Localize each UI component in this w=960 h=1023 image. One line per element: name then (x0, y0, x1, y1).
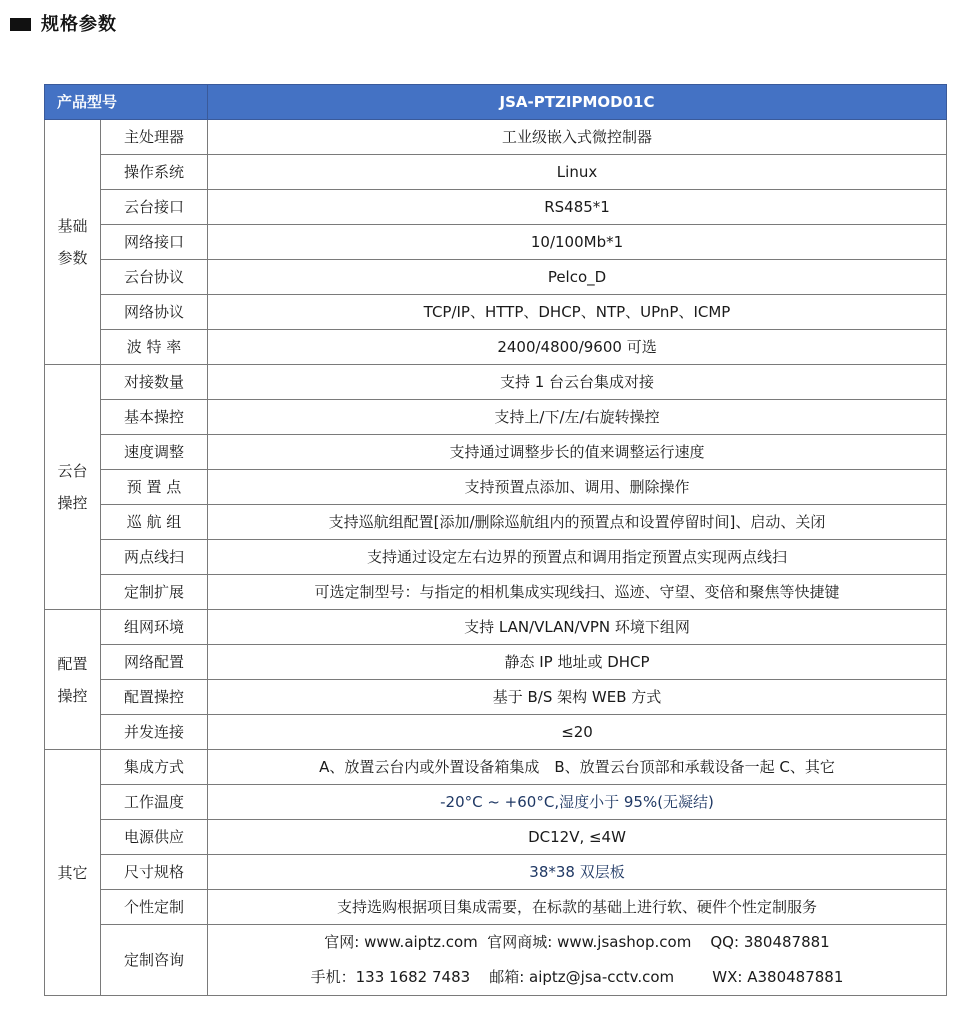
row-value: RS485*1 (208, 190, 947, 225)
row-label: 预 置 点 (101, 470, 208, 505)
row-value: 支持选购根据项目集成需要，在标款的基础上进行软、硬件个性定制服务 (208, 890, 947, 925)
row-value: DC12V, ≤4W (208, 820, 947, 855)
table-row (45, 260, 947, 295)
group-ptz-control: 云台 操控 (45, 365, 101, 610)
contact-line-web: 官网: www.aiptz.com 官网商城: www.jsashop.com QQ: 380487881 (324, 933, 830, 951)
row-value: 2400/4800/9600 可选 (208, 330, 947, 365)
group-config-control: 配置 操控 (45, 610, 101, 750)
contact-line-phone: 手机：133 1682 7483 邮箱: aiptz@jsa-cctv.com WX: A380487881 (310, 968, 844, 986)
row-value: 支持 LAN/VLAN/VPN 环境下组网 (208, 610, 947, 645)
row-label: 并发连接 (101, 715, 208, 750)
row-value: 支持通过设定左右边界的预置点和调用指定预置点实现两点线扫 (208, 540, 947, 575)
row-value: Pelco_D (208, 260, 947, 295)
row-label: 尺寸规格 (101, 855, 208, 890)
row-value: ≤20 (208, 715, 947, 750)
model-label: 产品型号 (45, 85, 208, 120)
row-label: 两点线扫 (101, 540, 208, 575)
table-row (45, 890, 947, 925)
row-label: 主处理器 (101, 120, 208, 155)
table-row (45, 715, 947, 750)
table-row (45, 575, 947, 610)
table-header-row (45, 85, 947, 120)
section-title (10, 10, 117, 36)
table-row (45, 470, 947, 505)
table-row (45, 435, 947, 470)
row-label: 操作系统 (101, 155, 208, 190)
row-label: 个性定制 (101, 890, 208, 925)
row-value: 10/100Mb*1 (208, 225, 947, 260)
table-row (45, 225, 947, 260)
row-label: 网络协议 (101, 295, 208, 330)
row-label: 配置操控 (101, 680, 208, 715)
row-value: 支持上/下/左/右旋转操控 (208, 400, 947, 435)
group-basic-params: 基础 参数 (45, 120, 101, 365)
row-label: 组网环境 (101, 610, 208, 645)
row-value: 支持通过调整步长的值来调整运行速度 (208, 435, 947, 470)
table-row (45, 645, 947, 680)
row-value: 支持巡航组配置[添加/删除巡航组内的预置点和设置停留时间]、启动、关闭 (208, 505, 947, 540)
table-row (45, 855, 947, 890)
row-value: 38*38 双层板 (208, 855, 947, 890)
contact-info (208, 925, 947, 996)
row-value: A、放置云台内或外置设备箱集成 B、放置云台顶部和承载设备一起 C、其它 (208, 750, 947, 785)
row-label: 云台接口 (101, 190, 208, 225)
row-label: 集成方式 (101, 750, 208, 785)
row-label: 巡 航 组 (101, 505, 208, 540)
table-row (45, 505, 947, 540)
row-value: 静态 IP 地址或 DHCP (208, 645, 947, 680)
table-row (45, 120, 947, 155)
group-other: 其它 (45, 750, 101, 996)
table-row (45, 750, 947, 785)
row-label: 电源供应 (101, 820, 208, 855)
row-value: 支持 1 台云台集成对接 (208, 365, 947, 400)
row-value: 工业级嵌入式微控制器 (208, 120, 947, 155)
table-row (45, 365, 947, 400)
section-title-text: 规格参数 (41, 14, 117, 35)
row-value: 支持预置点添加、调用、删除操作 (208, 470, 947, 505)
row-value: 基于 B/S 架构 WEB 方式 (208, 680, 947, 715)
table-row (45, 155, 947, 190)
row-label: 基本操控 (101, 400, 208, 435)
table-row (45, 925, 947, 996)
row-label: 定制扩展 (101, 575, 208, 610)
row-label: 定制咨询 (101, 925, 208, 996)
table-row (45, 400, 947, 435)
row-label: 工作温度 (101, 785, 208, 820)
table-row (45, 610, 947, 645)
row-value: -20°C ~ +60°C,湿度小于 95%(无凝结) (208, 785, 947, 820)
table-row (45, 820, 947, 855)
table-row (45, 330, 947, 365)
row-value: Linux (208, 155, 947, 190)
row-value: TCP/IP、HTTP、DHCP、NTP、UPnP、ICMP (208, 295, 947, 330)
row-label: 云台协议 (101, 260, 208, 295)
model-value: JSA-PTZIPMOD01C (208, 85, 947, 120)
black-square-icon (10, 18, 31, 31)
row-label: 网络配置 (101, 645, 208, 680)
row-label: 波 特 率 (101, 330, 208, 365)
row-value: 可选定制型号：与指定的相机集成实现线扫、巡迹、守望、变倍和聚焦等快捷键 (208, 575, 947, 610)
row-label: 网络接口 (101, 225, 208, 260)
table-row (45, 540, 947, 575)
row-label: 对接数量 (101, 365, 208, 400)
table-row (45, 680, 947, 715)
table-row (45, 295, 947, 330)
table-row (45, 190, 947, 225)
row-label: 速度调整 (101, 435, 208, 470)
spec-table (44, 84, 947, 996)
table-row (45, 785, 947, 820)
